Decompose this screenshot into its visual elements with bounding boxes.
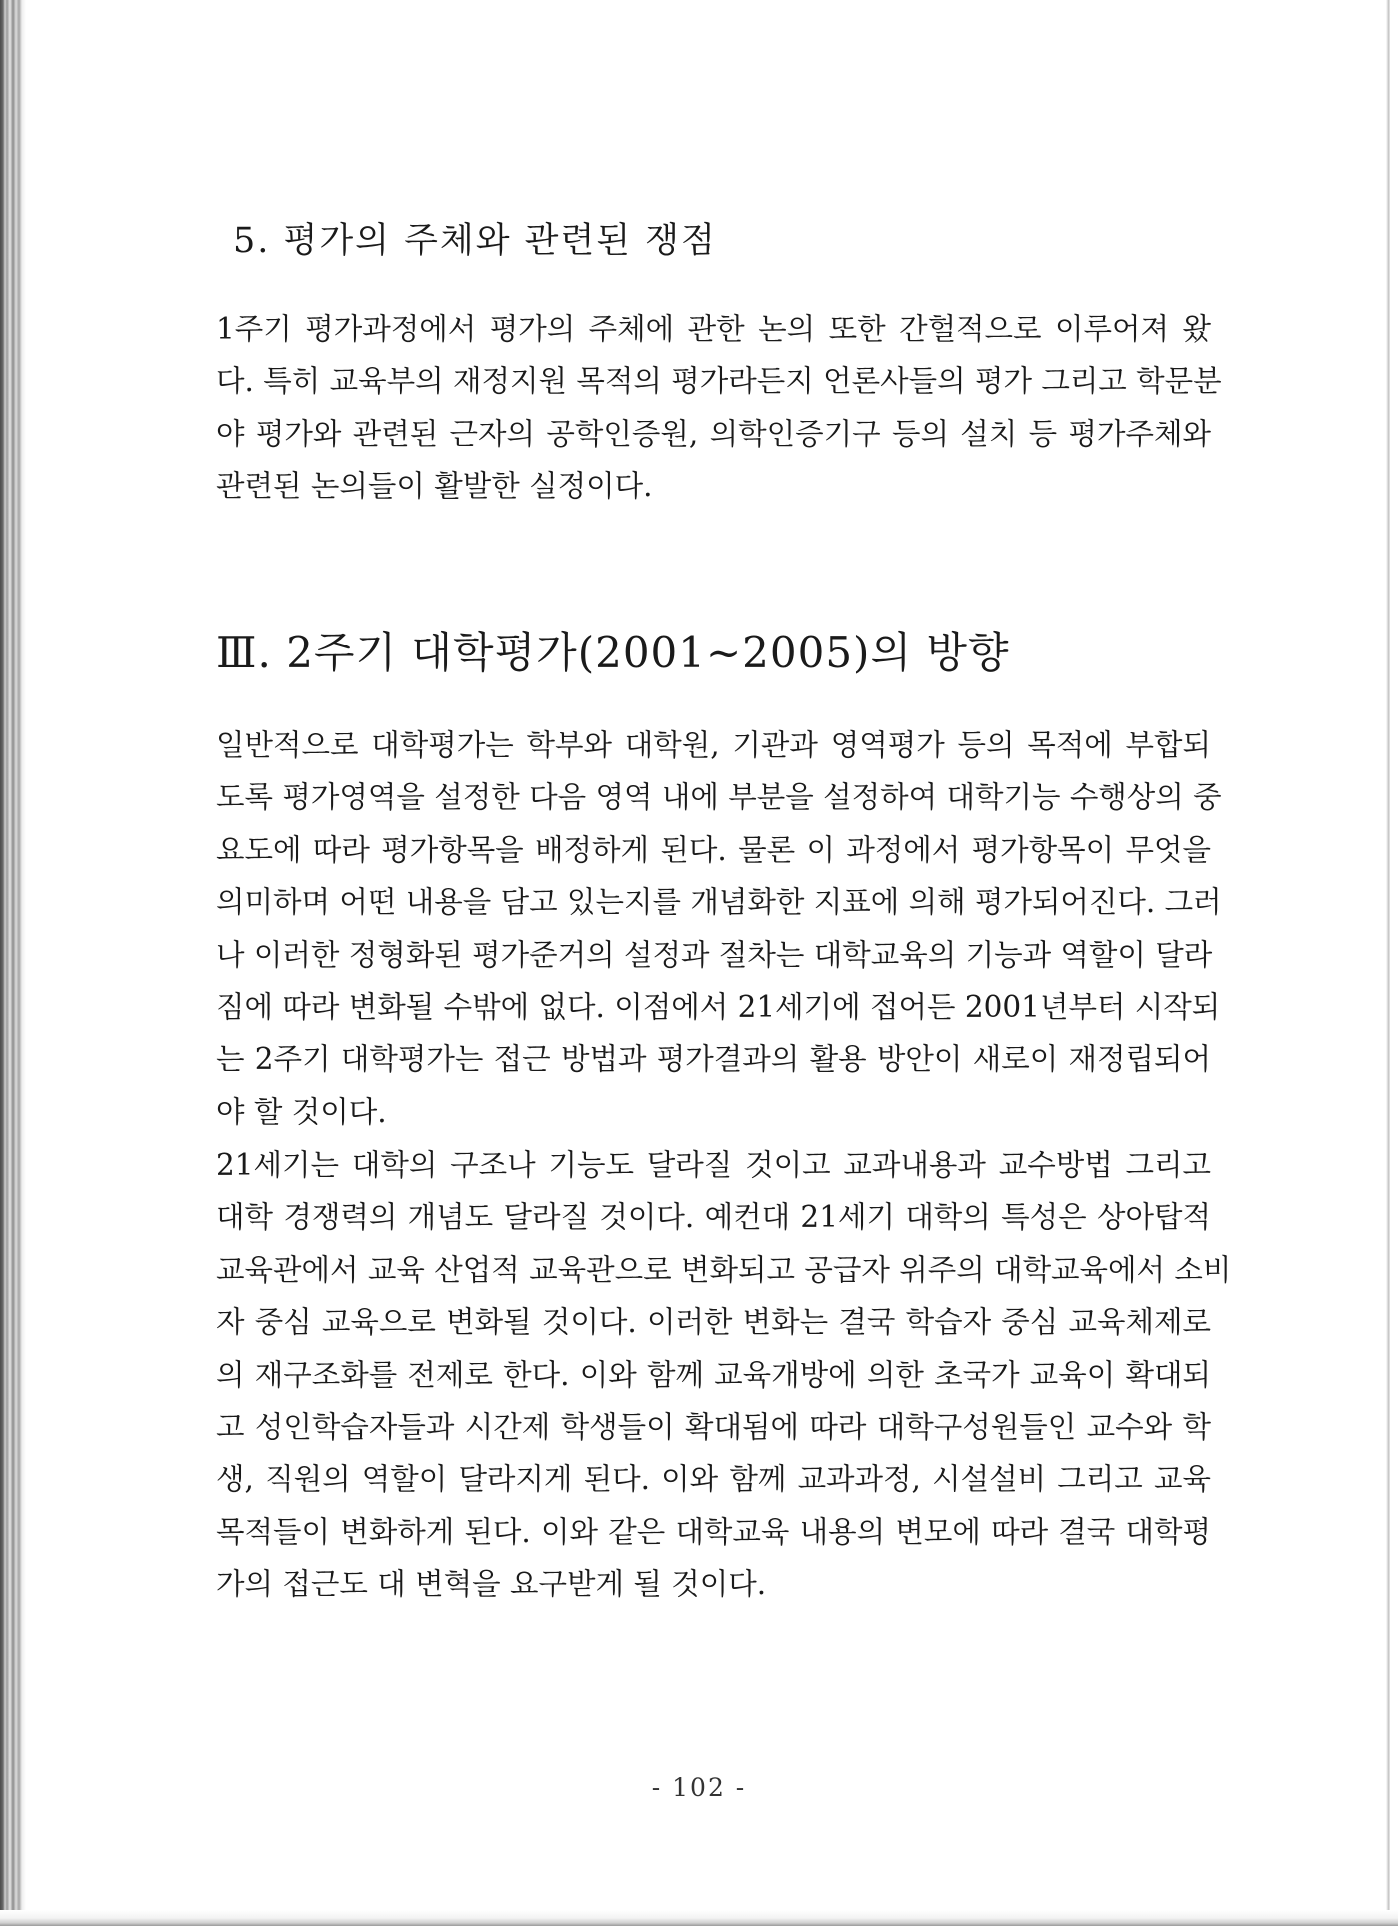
paragraph-line: 가의 접근도 대 변혁을 요구받게 될 것이다. bbox=[216, 1567, 767, 1602]
paragraph-line: 자 중심 교육으로 변화될 것이다. 이러한 변화는 결국 학습자 중심 교육체제로 bbox=[216, 1305, 1211, 1340]
paragraph-line: 관련된 논의들이 활발한 실정이다. bbox=[216, 469, 653, 504]
paragraph-line: 나 이러한 정형화된 평가준거의 설정과 절차는 대학교육의 기능과 역할이 달라 bbox=[216, 937, 1213, 972]
paragraph-line: 일반적으로 대학평가는 학부와 대학원, 기관과 영역평가 등의 목적에 부합되 bbox=[216, 728, 1211, 762]
paragraph-line: 대학 경쟁력의 개념도 달라질 것이다. 예컨대 21세기 대학의 특성은 상아탑적 bbox=[216, 1200, 1211, 1235]
paragraph-line: 목적들이 변화하게 된다. 이와 같은 대학교육 내용의 변모에 따라 결국 대학평 bbox=[216, 1514, 1211, 1549]
paragraph-line: 생, 직원의 역할이 달라지게 된다. 이와 함께 교과과정, 시설설비 그리고 교육 bbox=[216, 1462, 1211, 1497]
section-paragraph bbox=[216, 303, 1222, 513]
page-number: - 102 - bbox=[651, 1773, 747, 1802]
chapter-paragraph-1 bbox=[216, 719, 1222, 1138]
paragraph-line: 의 재구조화를 전제로 한다. 이와 함께 교육개방에 의한 초국가 교육이 확대되 bbox=[216, 1357, 1211, 1392]
paragraph-line: 의미하며 어떤 내용을 담고 있는지를 개념화한 지표에 의해 평가되어진다. 그러 bbox=[216, 885, 1222, 920]
paragraph-line: 고 성인학습자들과 시간제 학생들이 확대됨에 따라 대학구성원들인 교수와 학 bbox=[216, 1409, 1211, 1444]
section-heading: 5. 평가의 주체와 관련된 쟁점 bbox=[233, 221, 717, 261]
paragraph-line: 다. 특히 교육부의 재정지원 목적의 평가라든지 언론사들의 평가 그리고 학문분 bbox=[216, 364, 1222, 399]
chapter-paragraph-2 bbox=[216, 1139, 1232, 1611]
paragraph-line: 야 평가와 관련된 근자의 공학인증원, 의학인증기구 등의 설치 등 평가주체와 bbox=[216, 416, 1211, 451]
paragraph-line: 짐에 따라 변화될 수밖에 없다. 이점에서 21세기에 접어든 2001년부터 시작되 bbox=[216, 989, 1221, 1024]
paragraph-line: 는 2주기 대학평가는 접근 방법과 평가결과의 활용 방안이 새로이 재정립되어 bbox=[216, 1042, 1211, 1077]
paragraph-line: 21세기는 대학의 구조나 기능도 달라질 것이고 교과내용과 교수방법 그리고 bbox=[216, 1148, 1211, 1182]
paragraph-line: 도록 평가영역을 설정한 다음 영역 내에 부분을 설정하여 대학기능 수행상의 중 bbox=[216, 780, 1222, 815]
paragraph-line: 교육관에서 교육 산업적 교육관으로 변화되고 공급자 위주의 대학교육에서 소비 bbox=[216, 1252, 1232, 1287]
paragraph-line: 야 할 것이다. bbox=[216, 1094, 387, 1129]
chapter-heading: Ⅲ. 2주기 대학평가(2001∼2005)의 방향 bbox=[216, 628, 1010, 677]
paragraph-line: 1주기 평가과정에서 평가의 주체에 관한 논의 또한 간헐적으로 이루어져 왔 bbox=[216, 312, 1211, 346]
paragraph-line: 요도에 따라 평가항목을 배정하게 된다. 물론 이 과정에서 평가항목이 무엇을 bbox=[216, 832, 1211, 867]
